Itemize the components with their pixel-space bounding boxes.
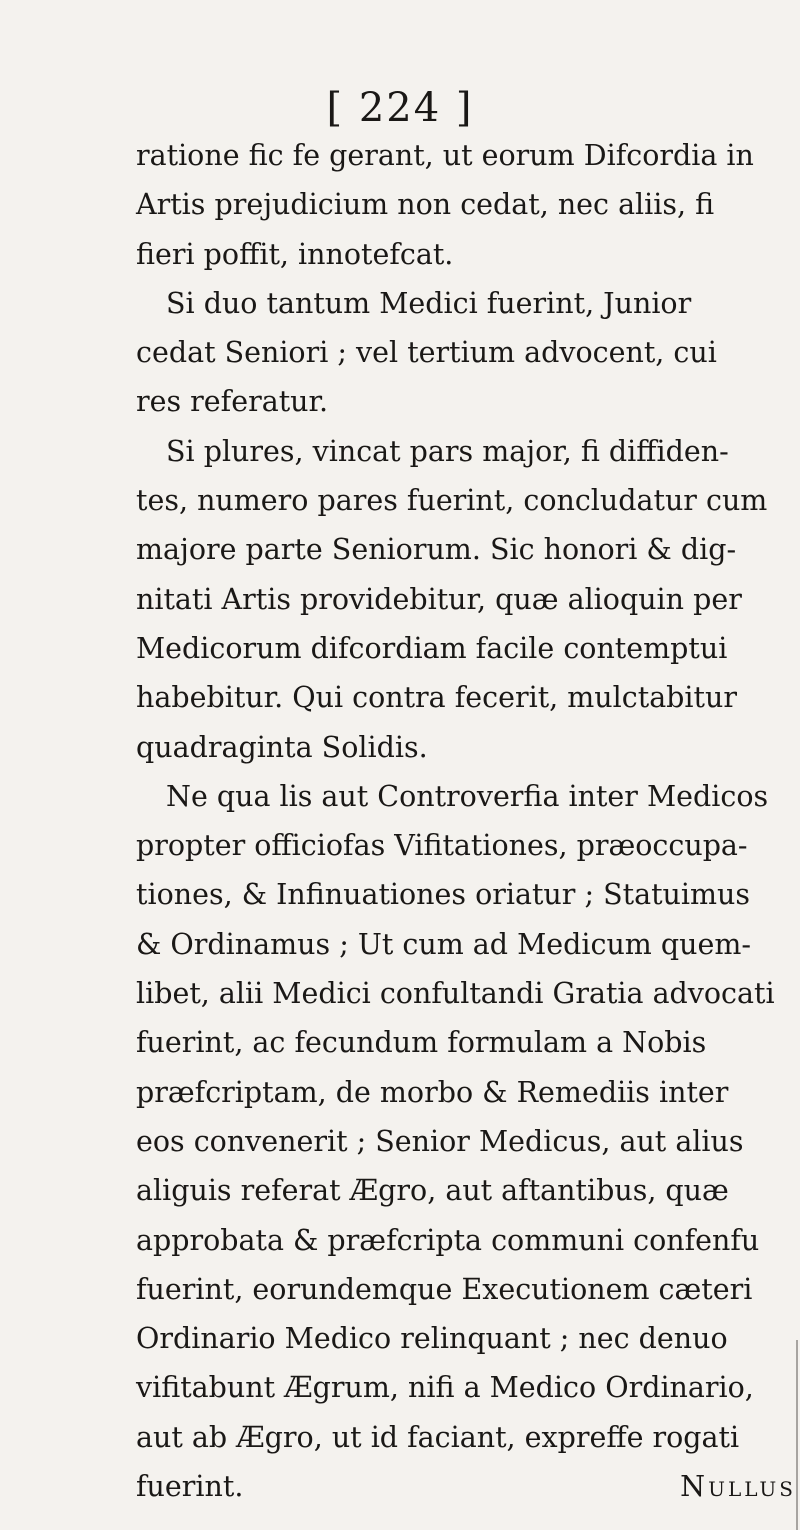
- text-line: aut ab Ægro, ut id faciant, expreffe rogati: [136, 1420, 740, 1454]
- text-line: res referatur.: [136, 385, 329, 419]
- text-line: fuerint, ac fecundum formulam a Nobis: [136, 1026, 707, 1060]
- text-line: Si plures, vincat pars major, fi diffiden-: [166, 434, 729, 468]
- body-text: [136, 131, 796, 1511]
- final-line: [136, 1462, 796, 1511]
- catchword: Nullus: [680, 1470, 796, 1504]
- text-line: propter officiofas Vifitationes, præoccupa-: [136, 829, 748, 863]
- text-line: fuerint, eorundemque Executionem cæteri: [136, 1272, 753, 1306]
- text-line: aliguis referat Ægro, aut aftantibus, quæ: [136, 1174, 729, 1208]
- text-line: approbata & præfcripta communi confenfu: [136, 1223, 760, 1257]
- text-line: quadraginta Solidis.: [136, 730, 428, 764]
- text-line: cedat Seniori ; vel tertium advocent, cui: [136, 336, 717, 370]
- text-line: Artis prejudicium non cedat, nec aliis, fi: [136, 188, 715, 222]
- text-line: habebitur. Qui contra fecerit, mulctabitur: [136, 681, 737, 715]
- text-line: præfcriptam, de morbo & Remediis inter: [136, 1075, 729, 1109]
- text-line: Ordinario Medico relinquant ; nec denuo: [136, 1322, 728, 1356]
- text-line: tes, numero pares fuerint, concludatur cum: [136, 484, 768, 518]
- text-line: & Ordinamus ; Ut cum ad Medicum quem-: [136, 927, 752, 961]
- text-line: libet, alii Medici confultandi Gratia advocati: [136, 977, 775, 1011]
- text-line: vifitabunt Ægrum, nifi a Medico Ordinario,: [136, 1371, 754, 1405]
- text-line: ratione fic fe gerant, ut eorum Difcordia in: [136, 139, 754, 172]
- text-line: Ne qua lis aut Controverfia inter Medicos: [166, 779, 769, 813]
- text-line: Si duo tantum Medici fuerint, Junior: [166, 286, 692, 320]
- text-line: tiones, & Infinuationes oriatur ; Statuimus: [136, 878, 751, 912]
- text-line: fieri poffit, innotefcat.: [136, 237, 454, 271]
- text-line: Medicorum difcordiam facile contemptui: [136, 631, 728, 665]
- text-line: majore parte Seniorum. Sic honori & dig-: [136, 533, 737, 567]
- text-line: nitati Artis providebitur, quæ alioquin per: [136, 582, 742, 616]
- page-number: [ 224 ]: [326, 85, 474, 131]
- text-line: eos convenerit ; Senior Medicus, aut alius: [136, 1124, 744, 1158]
- page-edge-mark: [796, 1340, 798, 1530]
- final-line-text: fuerint.: [136, 1470, 244, 1504]
